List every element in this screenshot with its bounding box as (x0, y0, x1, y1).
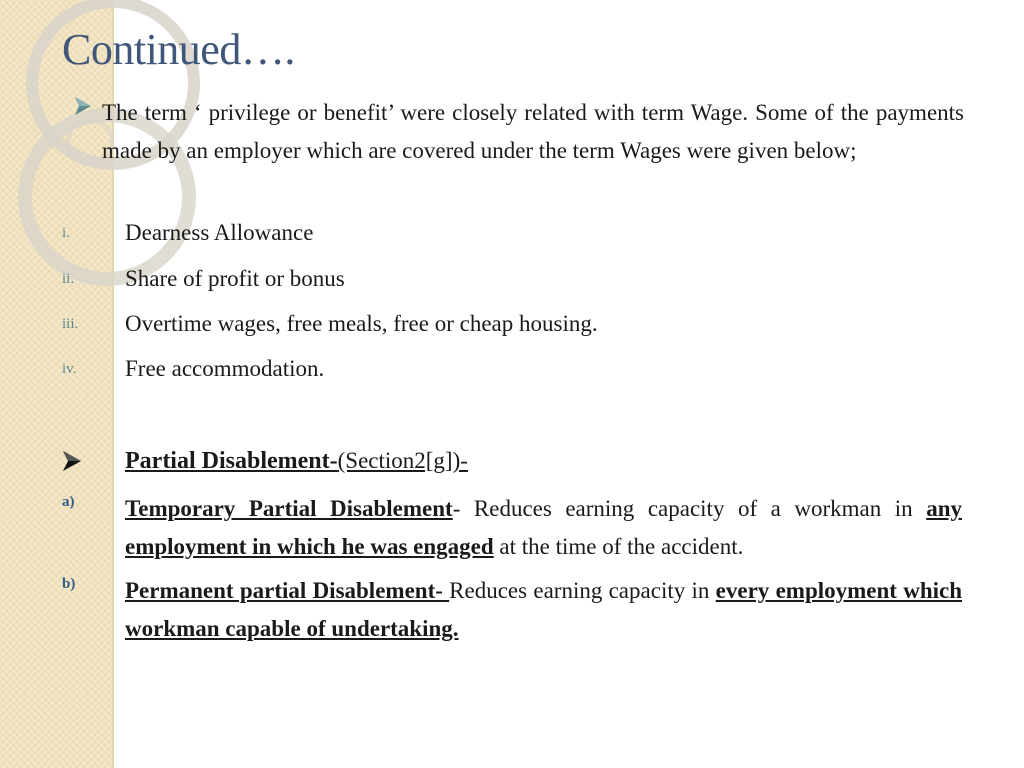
intro-paragraph (74, 94, 964, 170)
list-marker: a) (62, 494, 75, 510)
arrow-bullet-icon (62, 450, 82, 472)
definition-emphasis: every employment which workman capable of undertaking. (125, 578, 963, 641)
list-item-text (125, 490, 962, 566)
arrow-bullet-icon (74, 96, 92, 116)
list-item-text: Free accommodation. (125, 356, 325, 381)
slide-title: Continued…. (62, 25, 295, 74)
definition-text-end: at the time of the accident. (493, 534, 744, 559)
list-marker: iii. (62, 316, 79, 332)
list-item-text: Share of profit or bonus (125, 266, 345, 291)
list-item (62, 490, 962, 566)
definition-text: Reduces earning capacity in (449, 578, 716, 603)
list-marker: b) (62, 576, 76, 592)
section-heading-label (125, 446, 468, 476)
list-marker: ii. (62, 271, 75, 287)
definition-emphasis: any employment in which he was engaged (125, 496, 962, 559)
intro-text: The term ‘ privilege or benefit’ were closely related with term Wage. Some of the payments made by an employer which are covered under the term Wages were given below; (102, 100, 964, 163)
list-item (62, 572, 962, 648)
list-item-text: Overtime wages, free meals, free or cheap housing. (125, 311, 598, 336)
definition-text: - Reduces earning capacity of a workman in (452, 496, 927, 521)
list-item-text: Dearness Allowance (125, 220, 314, 245)
section-reference: (Section2[g])- (337, 448, 468, 473)
definition-term: Permanent partial Disablement- (125, 578, 450, 603)
section-heading-text: Partial Disablement- (125, 448, 338, 474)
list-item-text (125, 572, 962, 648)
list-marker: iv. (62, 361, 77, 377)
list-marker: i. (62, 225, 70, 241)
definition-term: Temporary Partial Disablement (125, 496, 453, 521)
